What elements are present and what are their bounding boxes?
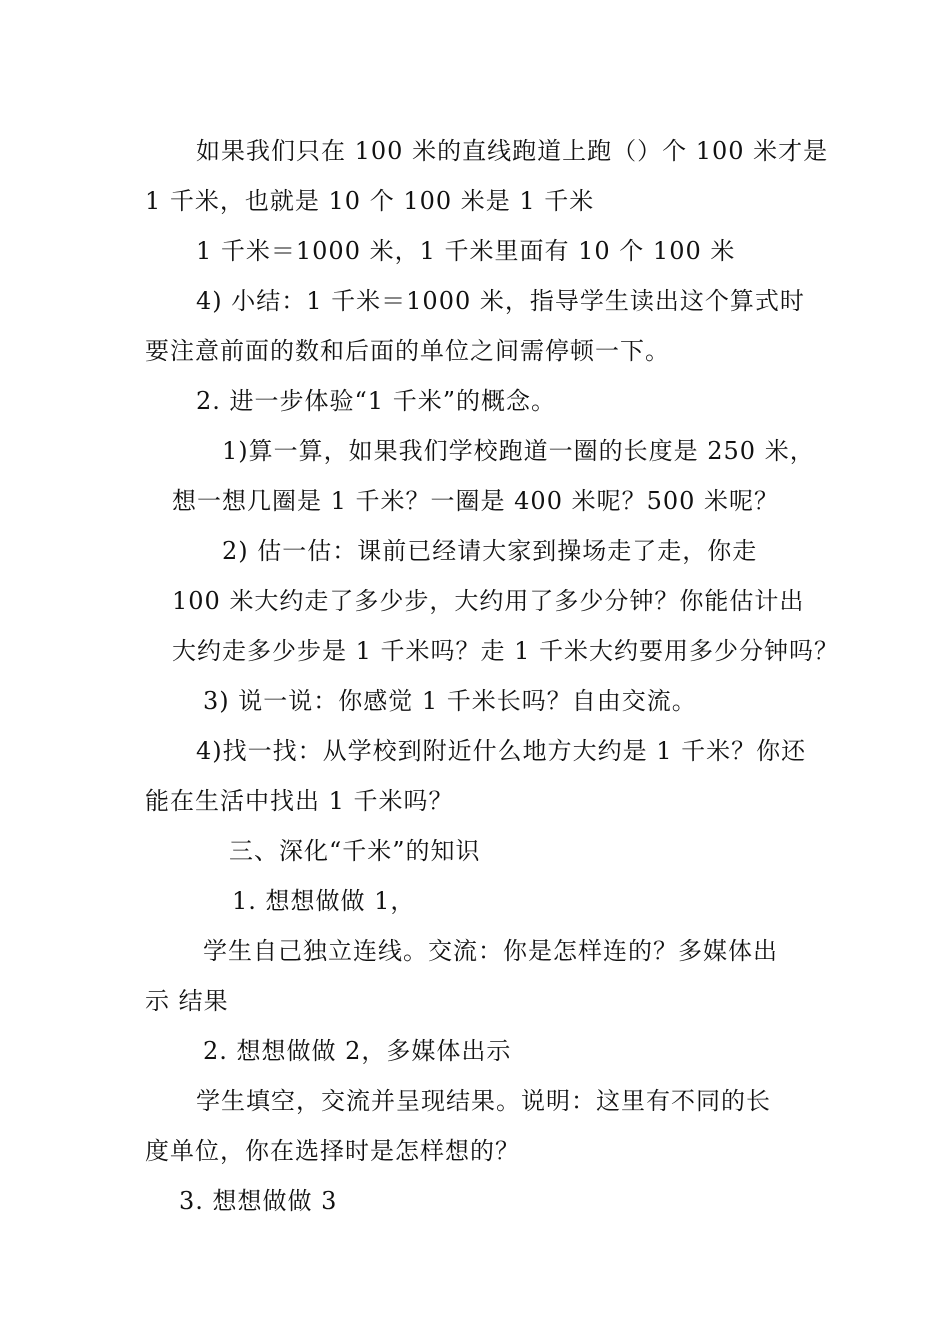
text-line-11: 大约走多少步是 1 千米吗？走 1 千米大约要用多少分钟吗？ xyxy=(172,637,840,665)
section-heading-2: 2. 进一步体验“1 千米”的概念。 xyxy=(196,387,556,415)
text-line-14: 能在生活中找出 1 千米吗？ xyxy=(145,787,454,815)
exercise-heading-2: 2. 想想做做 2，多媒体出示 xyxy=(203,1037,512,1065)
text-line-8: 想一想几圈是 1 千米？一圈是 400 米呢？500 米呢？ xyxy=(172,487,780,515)
text-line-1: 如果我们只在 100 米的直线跑道上跑（）个 100 米才是 xyxy=(196,137,829,165)
text-line-4: 4) 小结：1 千米＝1000 米，指导学生读出这个算式时 xyxy=(196,287,805,315)
exercise-heading-3: 3. 想想做做 3 xyxy=(179,1187,338,1215)
text-line-5: 要注意前面的数和后面的单位之间需停顿一下。 xyxy=(145,337,670,365)
text-line-10: 100 米大约走了多少步，大约用了多少分钟？你能估计出 xyxy=(172,587,805,615)
text-line-7: 1)算一算，如果我们学校跑道一圈的长度是 250 米， xyxy=(222,437,815,465)
text-line-21: 度单位，你在选择时是怎样想的？ xyxy=(145,1137,520,1165)
exercise-heading-1: 1. 想想做做 1， xyxy=(232,887,416,915)
text-line-12: 3) 说一说：你感觉 1 千米长吗？自由交流。 xyxy=(203,687,697,715)
text-line-18: 示 结果 xyxy=(145,987,229,1015)
text-line-17: 学生自己独立连线。交流：你是怎样连的？多媒体出 xyxy=(203,937,778,965)
text-line-20: 学生填空，交流并呈现结果。说明：这里有不同的长 xyxy=(196,1087,771,1115)
text-line-13: 4)找一找：从学校到附近什么地方大约是 1 千米？你还 xyxy=(196,737,807,765)
text-line-2: 1 千米，也就是 10 个 100 米是 1 千米 xyxy=(145,187,595,215)
text-line-3: 1 千米＝1000 米，1 千米里面有 10 个 100 米 xyxy=(196,237,736,265)
text-line-9: 2) 估一估：课前已经请大家到操场走了走，你走 xyxy=(222,537,758,565)
section-heading-3: 三、深化“千米”的知识 xyxy=(229,837,481,865)
